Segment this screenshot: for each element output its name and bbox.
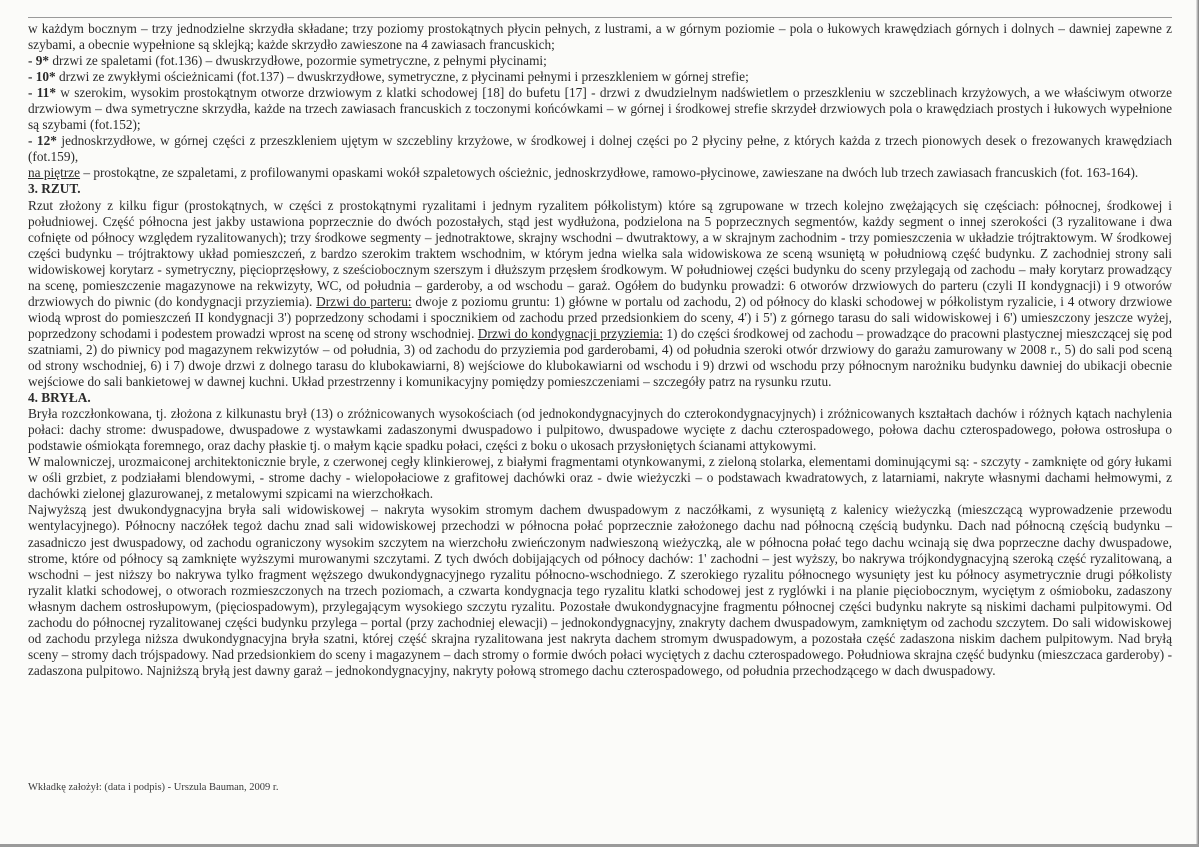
- list-item-10: [28, 69, 1172, 85]
- underlined-label: na piętrze: [28, 165, 81, 181]
- footer-signature: Wkładkę założył: (data i podpis) - Urszula Bauman, 2009 r.: [28, 782, 279, 793]
- list-item-11: [28, 85, 1172, 133]
- paragraph-text: dwoje z poziomu gruntu: 1) główne w portalu od zachodu, 2) od północy do klaski schodowej w półkolistym ryzalicie, i 4 otwory drzwiowe wiodą wprost do pomieszczeń II kondygnacji 3') poprzedzony schodami i spocznikiem od zachodu przed przedsionkiem do sceny, 4') i 5') z górnego tarasu do sali widowiskowej i 6') umieszczony jeszcze wyżej, poprzedzony schodami i podestem prowadzi wprost na scenę od strony wschodniej.: [28, 293, 1173, 341]
- paragraph-text: Rzut złożony z kilku figur (prostokątnych, w części z prostokątnymi ryzalitami i jednym ryzalitem półkolistym) które są zgrupowane w trzech kolejno zwężających się częściach: północnej, środkowej i południowej. Część północna jest jakby ustawiona poprzecznie do dwóch pozostałych, stąd jest wydłużona, podzielona na 5 poprzecznych segmentów, każdy segment o innej szerokości (3 ryzalitowane i dwa cofnięte od północy względem ryzalitowanych); trzy środkowe segmenty – jednotraktowe, skrajny wschodni – dwutraktowy, a w skrajnym zachodnim - trzy pomieszczenia w układzie trójtraktowym. W środkowej części budynku – trójtraktowy układ pomieszczeń, z bardzo szerokim traktem wschodnim, w którym jedna wielka sala widowiskowa ze sceną wsuniętą w południową część budynku. Z zachodniej strony sali widowiskowej korytarz - symetryczny, pięcioprzęsłowy, z sześciobocznym szerszym i dłuższym przęsłem środkowym. W południowej części budynku do sceny przylegają od zachodu – mały korytarz prowadzący na scenę, pomieszczenie magazynowe na rekwizyty, WC, od południa – garderoby, a od wschodu – garaż. Ogółem do budynku prowadzi: 6 otworów drzwiowych do parteru (czyli II kondygnacji) i 9 otworów drzwiowych do piwnic (do kondygnacji przyziemia).: [28, 197, 1172, 309]
- list-item-12: [28, 133, 1172, 165]
- document-body: [28, 17, 1172, 679]
- section-heading-rzut: 3. RZUT.: [28, 181, 81, 197]
- paragraph: Bryła rozczłonkowana, tj. złożona z kilkunastu brył (13) o zróżnicowanych wysokościach (od jednokondygnacyjnych do czterokondygnacyjnych) i zróżnicowanych kształtach dachów i różnych kątach nachylenia połaci: dachy strome: dwuspadowe, dwuspadowe z wystawkami zadaszonymi dwuspadowo i pulpitowo, dwuspadowe wycięte z dachu czterospadowego, połowa dachu czterospadowego, połowa ostrosłupa o podstawie ośmiokąta foremnego, oraz dachy płaskie tj. o małym kącie spadku połaci, części z boku o ukosach przysłoniętych ścianami attykowymi.: [28, 406, 1172, 454]
- paragraph-rzut: [28, 198, 1172, 391]
- item-text: jednoskrzydłowe, w górnej części z przeszkleniem ujętym w szczebliny krzyżowe, w środkowej i dolnej części po 2 płyciny pełne, z których każda z trzech pionowych desek o frezowanych krawędziach (fot.159),: [28, 133, 1172, 165]
- item-number: - 9*: [28, 53, 50, 69]
- section-heading-bryla: 4. BRYŁA.: [28, 390, 91, 406]
- paragraph-text: – prostokątne, ze szpaletami, z profilowanymi opaskami wokół szpaletowych ościeżnic, jednoskrzydłowe, ramowo-płycinowe, zawieszane na dwóch lub trzech zawiasach francuskich (fot. 163-164).: [80, 165, 1139, 181]
- item-text: drzwi ze spaletami (fot.136) – dwuskrzydłowe, pozormie symetryczne, z pełnymi płycinami;: [49, 53, 547, 69]
- paragraph-na-pietrze: [28, 165, 1172, 181]
- paragraph: Najwyższą jest dwukondygnacyjna bryła sali widowiskowej – nakryta wysokim stromym dachem dwuspadowym z naczółkami, z wysuniętą z kalenicy wieżyczką (mieszczącą wyprowadzenie przewodu wentylacyjnego). Północny naczółek tegoż dachu znad sali widowiskowej przechodzi w północna połać poprzecznie założonego dachu nad północną częścią budynku. Dach nad północną częścią budynku – zasadniczo jest dwuspadowy, od zachodu ograniczony wysokim szczytem na wierzchołu zwieńczonym nadwieszoną wieżyczką, ale w północna połać tego dachu wcinają się dwa poprzeczne dachy dwuspadowe, strome, które od północy są zamknięte wyższymi murowanymi szczytami. Z tych dwóch dobijających od północy dachów: 1' zachodni – jest wyższy, bo nakrywa trójkondygnacyjną szeroką część ryzalitowaną, a wschodni – jest niższy bo nakrywa tylko fragment węższego dwukondygnacyjnego ryzalitu północno-wschodniego. Z szerokiego ryzalitu północnego wysunięty jest ku północy asymetrycznie drugi półkolisty ryzalit klatki schodowej, o otworach rozmieszczonych na trzech poziomach, a czwarta kondygnacja tego ryzalitu klatki schodowej jest z ryglówki i na planie pięciobocznym, wyciętym z ośmioboku, zadaszony własnym dachem ostrosłupowym, (pięciospadowym), przylegającym wysokiego szczytu ryzalitu. Pozostałe dwukondygnacyjne fragmentu północnej części budynku nakryte są niskimi dachami pulpitowymi. Od zachodu do północnej ryzalitowanej części budynku przylega – portal (przy zachodniej elewacji) – jednokondygnacyjny, znakryty dachem dwuspadowym, zamkniętym od zachodu szczytem. Do sali widowiskowej od zachodu przylega niższa dwukondygnacyjna bryła szatni, której część skrajna ryzalitowana jest nakryta dachem stromym dwuspadowym, a pozostała część zadaszona niskim dachem pulpitowym. Nad bryłą sceny – stromy dach trójspadowy. Nad przedsionkiem do sceny i magazynem – dach stromy o formie dwóch połaci wyciętych z dachu czterospadowego. Południowa skrajna część budynku (mieszczaca garderoby) - zadaszona pulpitowo. Najniższą bryłą jest dawny garaż – jednokondygnacyjny, nakryty połową stromego dachu czterospadowego, od południa przechodzącego w dach dwuspadowy.: [28, 502, 1172, 678]
- paragraph-text: 1) do części środkowej od zachodu – prowadzące do pracowni plastycznej mieszczącej się pod szatniami, 2) do piwnicy pod magazynem rekwizytów – od południa, 3) od zachodu do przyziemia pod garderobami, 4) od południa szeroki otwór drzwiowy do garażu zamurowany w 2008 r., 5) do sali pod sceną od strony wschodniej, 6) i 7) dwoje drzwi z dolnego tarasu do klubokawiarni, 8) wejściowe do klubokawiarni od wschodu i 9) drzwi od wschodu przy północnym narożniku budynku dawniej do ubikacji obecnie wejściowe do sali bankietowej w dawnej kuchni. Układ przestrzenny i komunikacyjny pomiędzy pomieszczeniami – szczegóły patrz na rysunku rzutu.: [28, 325, 1172, 390]
- item-text: drzwi ze zwykłymi ościeżnicami (fot.137) – dwuskrzydłowe, symetryczne, z płycinami pełnymi i przeszkleniem w górnej strefie;: [55, 69, 749, 85]
- item-number: - 10*: [28, 69, 56, 85]
- underlined-label: Drzwi do kondygnacji przyziemia:: [477, 325, 663, 341]
- item-number: - 12*: [28, 133, 57, 149]
- paragraph: W malowniczej, urozmaiconej architektonicznie bryle, z czerwonej cegły klinkierowej, z białymi fragmentami otynkowanymi, z zieloną stolarka, elementami dominującymi są: - szczyty - zamknięte od góry łukami w ośli grzbiet, z podziałami blendowymi, - strome dachy - wielopołaciowe z grafitowej dachówki oraz - dwie wieżyczki – o podstawach kwadratowych, z latarniami, nakryte własnymi dachami hełmowymi, z dachówki zielonej glazurowanej, z metalowymi szpicami na wierzchołkach.: [28, 454, 1172, 502]
- underlined-label: Drzwi do parteru:: [316, 293, 412, 309]
- item-text: w szerokim, wysokim prostokątnym otworze drzwiowym z klatki schodowej [18] do bufetu [17] - drzwi z dwudzielnym nadświetlem o przeszkleniu w szczeblinach krzyżowych, a we właściwym otworze drzwiowym – dwa symetryczne skrzydła, każde na trzech zawiasach francuskich z toczonymi końcówkami – w górnej i środkowej strefie skrzydeł drzwiowych pola o krawędziach prostych i łukowych wypełnione są szybami (fot.152);: [28, 85, 1172, 133]
- paragraph: w każdym bocznym – trzy jednodzielne skrzydła składane; trzy poziomy prostokątnych płycin pełnych, z lustrami, a w górnym poziomie – pola o łukowych krawędziach górnych i dolnych – dawniej zapewne z szybami, a obecnie wypełnione są sklejką; każde skrzydło zawieszone na 4 zawiasach francuskich;: [28, 21, 1172, 53]
- list-item-9: [28, 53, 1172, 69]
- item-number: - 11*: [28, 85, 56, 101]
